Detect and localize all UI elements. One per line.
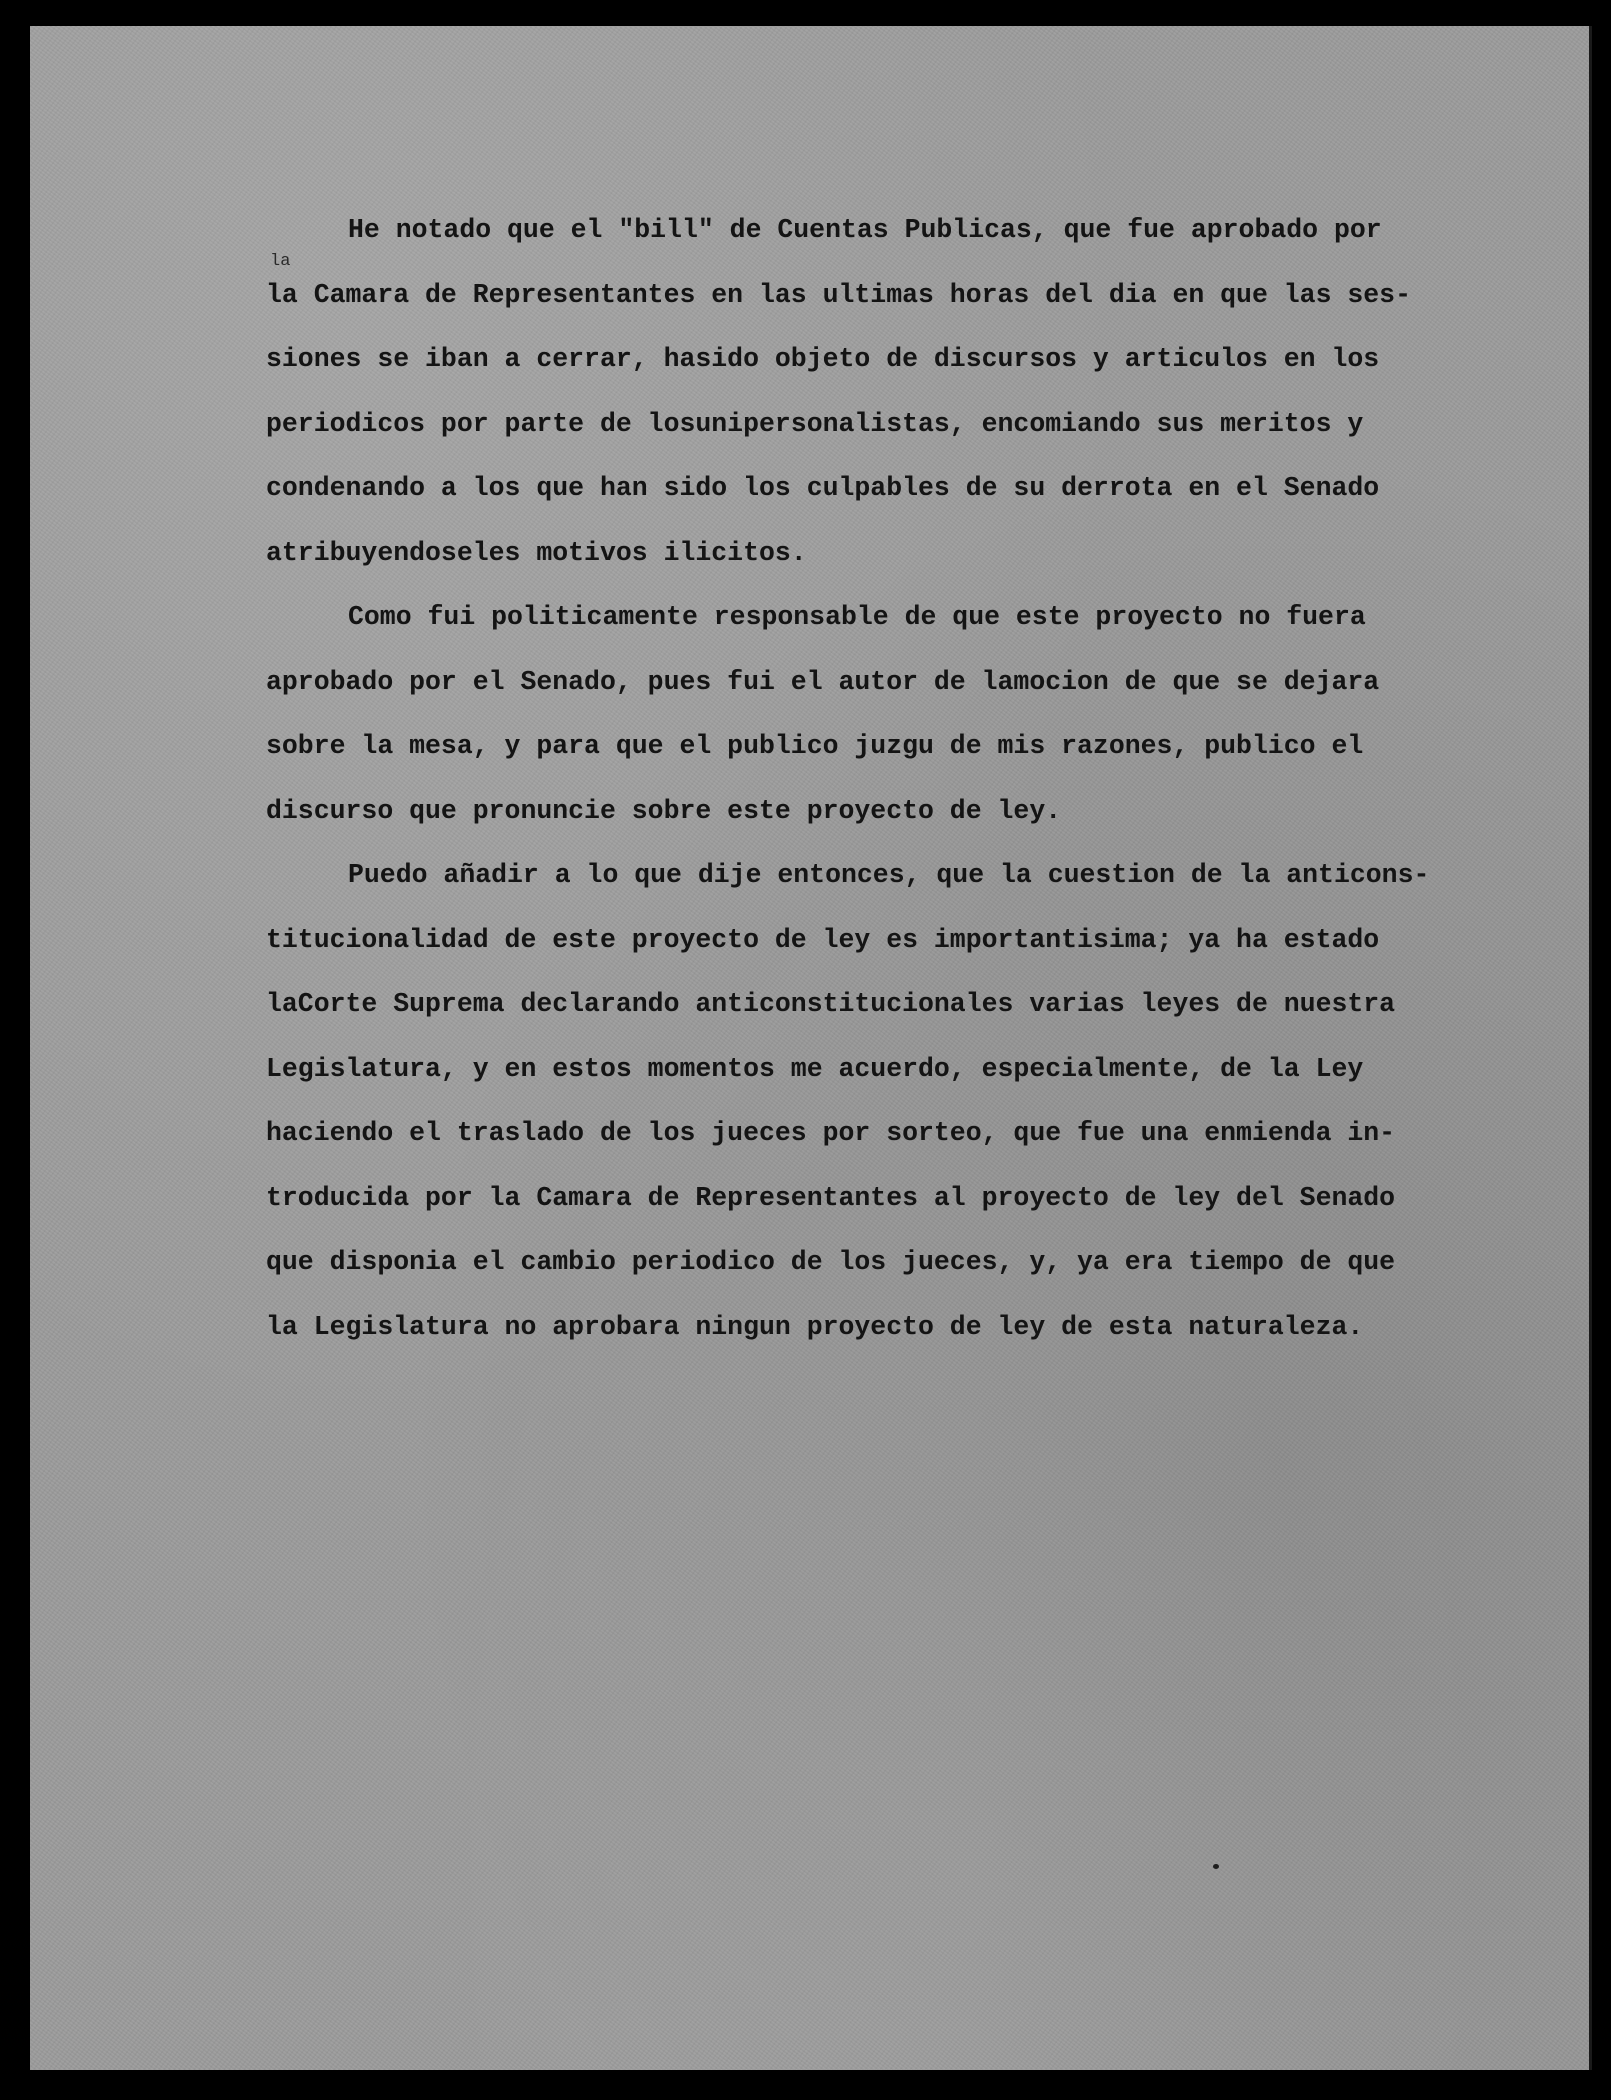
text-line: siones se iban a cerrar, hasido objeto de discursos y articulos en los: [266, 344, 1380, 374]
text-line: laCorte Suprema declarando anticonstitucionales varias leyes de nuestra: [266, 989, 1396, 1019]
text-line: la Legislatura no aprobara ningun proyecto de ley de esta naturaleza.: [266, 1311, 1364, 1342]
text-line: titucionalidad de este proyecto de ley es importantisima; ya ha estado: [266, 924, 1380, 955]
text-line: que disponia el cambio periodico de los jueces, y, ya era tiempo de que: [266, 1247, 1396, 1277]
margin-annotation: la: [270, 252, 291, 271]
page-body: [266, 198, 1496, 1359]
text-line: Puedo añadir a lo que dije entonces, que la cuestion de la anticons-: [348, 860, 1430, 890]
text-line: Como fui politicamente responsable de que este proyecto no fuera: [348, 602, 1366, 632]
page-edge: [1589, 26, 1592, 2070]
text-line: atribuyendoseles motivos ilicitos.: [266, 537, 807, 568]
text-line: discurso que pronuncie sobre este proyecto de ley.: [266, 795, 1062, 826]
text-line: periodicos por parte de losunipersonalistas, encomiando sus meritos y: [266, 408, 1364, 439]
typewritten-page: [30, 26, 1592, 2070]
text-line: troducida por la Camara de Representantes al proyecto de ley del Senado: [266, 1182, 1396, 1213]
ink-speck: [1213, 1864, 1219, 1869]
text-line: haciendo el traslado de los jueces por sorteo, que fue una enmienda in-: [266, 1118, 1396, 1148]
text-line: condenando a los que han sido los culpables de su derrota en el Senado: [266, 473, 1380, 503]
text-line: He notado que el "bill" de Cuentas Publicas, que fue aprobado por: [348, 215, 1382, 245]
text-line: la Camara de Representantes en las ultimas horas del dia en que las ses-: [266, 279, 1411, 310]
text-line: sobre la mesa, y para que el publico juzgu de mis razones, publico el: [266, 731, 1364, 761]
text-line: aprobado por el Senado, pues fui el autor de lamocion de que se dejara: [266, 666, 1380, 697]
text-line: Legislatura, y en estos momentos me acuerdo, especialmente, de la Ley: [266, 1053, 1364, 1084]
